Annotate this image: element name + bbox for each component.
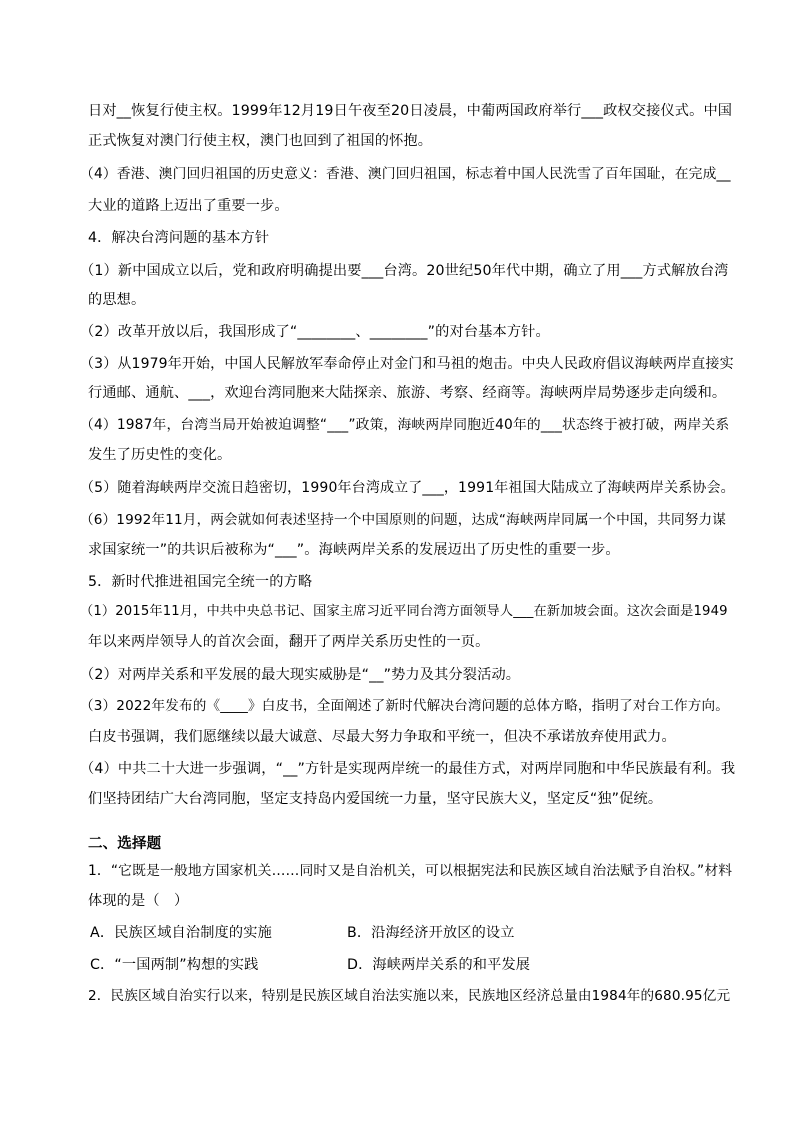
text-line: （2）改革开放以后，我国形成了“________、________”的对台基本方针。 xyxy=(80,324,550,340)
text-line: （1）新中国成立以后，党和政府明确提出要___台湾。20世纪50年代中期，确立了用___方式解放台湾 xyxy=(80,263,729,279)
question-1-option-c: C．“一国两制”构想的实践 xyxy=(90,957,259,973)
text-line: 求国家统一”的共识后被称为“___”。海峡两岸关系的发展迈出了历史性的重要一步。 xyxy=(88,542,620,558)
text-line: 们坚持团结广大台湾同胞，坚定支持岛内爱国统一力量，坚守民族大义，坚定反“独”促统。 xyxy=(88,791,663,807)
text-line: （5）随着海峡两岸交流日趋密切，1990年台湾成立了___，1991年祖国大陆成立了海峡两岸关系协会。 xyxy=(80,480,735,496)
subheading: 4．解决台湾问题的基本方针 xyxy=(88,230,270,246)
text-line: 的思想。 xyxy=(88,292,146,308)
text-line: （1）2015年11月，中共中央总书记、国家主席习近平同台湾方面领导人___在新加坡会面。这次会面是1949 xyxy=(80,604,728,619)
section-title: 二、选择题 xyxy=(88,836,162,852)
text-line: 日对__恢复行使主权。1999年12月19日午夜至20日凌晨，中葡两国政府举行___政权交接仪式。中国 xyxy=(88,103,733,119)
question-1-stem: 1．“它既是一般地方国家机关……同时又是自治机关，可以根据宪法和民族区域自治法赋予自治权。”材料 xyxy=(88,863,733,879)
text-line: 大业的道路上迈出了重要一步。 xyxy=(88,198,289,214)
text-line: 行通邮、通航、___，欢迎台湾同胞来大陆探亲、旅游、考察、经商等。海峡两岸局势逐步走向缓和。 xyxy=(88,385,727,401)
question-2-stem: 2．民族区域自治实行以来，特别是民族区域自治法实施以来，民族地区经济总量由1984年的680.95亿元 xyxy=(88,988,731,1004)
text-line: 白皮书强调，我们愿继续以最大诚意、尽最大努力争取和平统一，但决不承诺放弃使用武力。 xyxy=(88,729,676,745)
text-line: （6）1992年11月，两会就如何表述坚持一个中国原则的问题，达成“海峡两岸同属一个中国，共同努力谋 xyxy=(80,512,727,528)
text-line: （4）香港、澳门回归祖国的历史意义：香港、澳门回归祖国，标志着中国人民洗雪了百年国耻，在完成__ xyxy=(80,166,731,182)
question-1-option-d: D．海峡两岸关系的和平发展 xyxy=(347,957,531,973)
question-1-stem: 体现的是（ ） xyxy=(88,893,189,909)
text-line: （2）对两岸关系和平发展的最大现实威胁是“__”势力及其分裂活动。 xyxy=(80,667,521,683)
question-1-option-b: B．沿海经济开放区的设立 xyxy=(347,925,515,941)
subheading: 5．新时代推进祖国完全统一的方略 xyxy=(88,574,313,590)
text-line: （3）2022年发布的《____》白皮书，全面阐述了新时代解决台湾问题的总体方略，指明了对台工作方向。 xyxy=(80,698,730,714)
text-line: 正式恢复对澳门行使主权，澳门也回到了祖国的怀抱。 xyxy=(88,133,433,149)
text-line: （4）中共二十大进一步强调，“__”方针是实现两岸统一的最佳方式，对两岸同胞和中华民族最有利。我 xyxy=(80,761,736,777)
text-line: （3）从1979年开始，中国人民解放军奉命停止对金门和马祖的炮击。中央人民政府倡议海峡两岸直接实 xyxy=(80,356,734,372)
text-line: 发生了历史性的变化。 xyxy=(88,447,232,463)
text-line: 年以来两岸领导人的首次会面，翻开了两岸关系历史性的一页。 xyxy=(88,634,490,650)
question-1-option-a: A．民族区域自治制度的实施 xyxy=(90,925,272,941)
text-line: （4）1987年，台湾当局开始被迫调整“___”政策，海峡两岸同胞近40年的___状态终于被打破，两岸关系 xyxy=(80,417,730,433)
